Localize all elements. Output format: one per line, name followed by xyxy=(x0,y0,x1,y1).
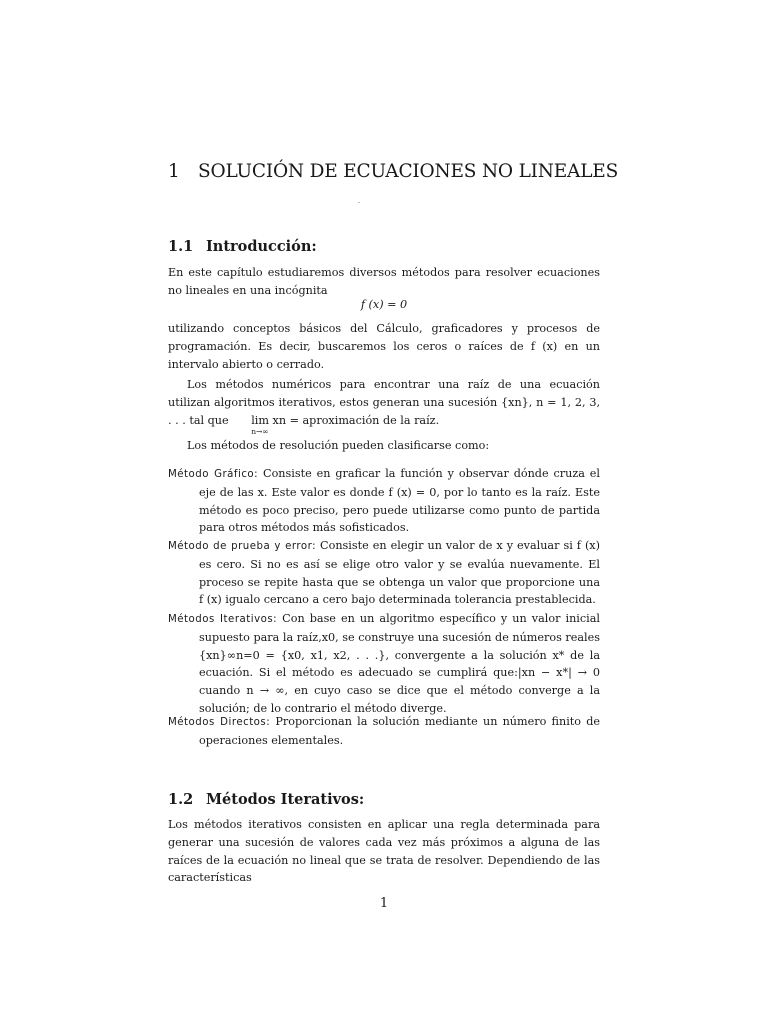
section-heading-introduccion xyxy=(168,237,600,257)
limit-subscript: n→∞ xyxy=(251,426,269,436)
method-term: Métodos Directos: xyxy=(168,717,271,728)
equation-fx-zero: f (x) = 0 xyxy=(360,298,408,311)
method-description: Consiste en graficar la función y observar dónde cruza el eje de las x. Este valor es donde f (x) = 0, por lo tanto es la raíz. Este método es poco preciso, pero puede utilizarse como punto de partida para otros métodos más sofisticados. xyxy=(199,467,600,535)
iterative-paragraph-1: Los métodos iterativos consisten en aplicar una regla determinada para generar una sucesión de valores cada vez más próximos a alguna de las raíces de la ecuación no lineal que se trata de resolver. Dependiendo de las características xyxy=(168,818,600,885)
method-description: Proporcionan la solución mediante un número finito de operaciones elementales. xyxy=(199,715,601,747)
section-title: Introducción: xyxy=(206,238,317,255)
p3-text: Los métodos numéricos para encontrar una raíz de una ecuación utilizan algoritmos iterativos, estos generan una sucesión {xn}, n = 1, 2, 3, . . . tal que xyxy=(168,378,600,427)
p3-text-end: xn = aproximación de la raíz. xyxy=(272,413,440,427)
section-number: 1.2 xyxy=(168,791,194,808)
intro-paragraph-1: En este capítulo estudiaremos diversos métodos para resolver ecuaciones no lineales en una incógnita xyxy=(168,266,600,297)
method-item-iterativos xyxy=(168,610,600,718)
method-term: Método de prueba y error: xyxy=(168,541,317,552)
intro-paragraph-3 xyxy=(168,376,600,436)
section-heading-metodos-iterativos xyxy=(168,790,600,810)
chapter-heading xyxy=(168,158,619,186)
limit-operator: lim xyxy=(251,413,269,427)
method-item-grafico xyxy=(168,465,600,537)
section-number: 1.1 xyxy=(168,238,194,255)
method-description: Consiste en elegir un valor de x y evaluar si f (x) es cero. Si no es así se elige otro valor y se evalúa nuevamente. El proceso se repite hasta que se obtenga un valor que proporcione una f (x) igualo cercano a cero bajo determinada tolerancia prestablecida. xyxy=(199,539,600,607)
method-description: Con base en un algoritmo específico y un valor inicial supuesto para la raíz,x0, se construye una sucesión de números reales {xn}∞n=0 = {x0, x1, x2, . . .}, convergente a la solución x* de la ecuación. Si el método es adecuado se cumplirá que:|xn − x*| → 0 cuando n → ∞, en cuyo caso se dice que el método converge a la solución; de lo contrario el método diverge. xyxy=(199,612,600,715)
intro-paragraph-2: utilizando conceptos básicos del Cálculo, graficadores y procesos de programación. Es decir, buscaremos los ceros o raíces de f (x) en un intervalo abierto o cerrado. xyxy=(168,322,600,371)
chapter-title: SOLUCIÓN DE ECUACIONES NO LINEALES xyxy=(198,161,619,182)
section-title: Métodos Iterativos: xyxy=(206,791,365,808)
method-term: Método Gráfico: xyxy=(168,469,259,480)
method-term: Métodos Iterativos: xyxy=(168,614,278,625)
intro-paragraph-4: Los métodos de resolución pueden clasificarse como: xyxy=(187,439,490,452)
scan-speck xyxy=(358,202,360,203)
limit-expression xyxy=(232,412,269,436)
page-number: 1 xyxy=(379,896,389,911)
method-item-prueba-error xyxy=(168,537,600,609)
chapter-number: 1 xyxy=(168,161,180,182)
method-item-directos xyxy=(168,713,600,750)
